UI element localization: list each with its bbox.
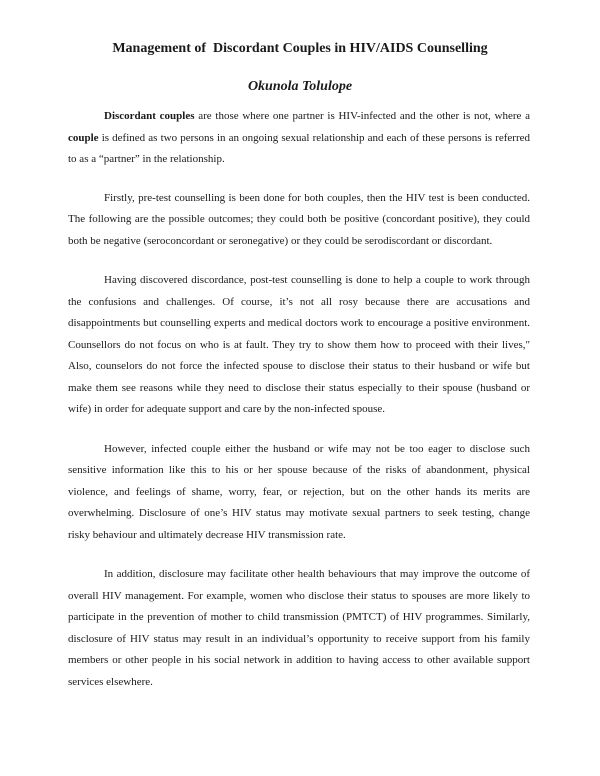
document-title: Management of Discordant Couples in HIV/AIDS Counselling: [112, 41, 488, 56]
paragraph-definition: [68, 106, 530, 171]
term-discordant-couples: Discordant couples: [104, 110, 195, 122]
document-body: [68, 106, 530, 711]
paragraph-text: are those where one partner is HIV-infected and the other is not, where a: [194, 110, 530, 122]
paragraph-post-test-counselling: Having discovered discordance, post-test counselling is done to help a couple to work through the confusions and challenges. Of course, it’s not all rosy because there are accusations and disappointments but counselling experts and medical doctors work to encourage a positive environment. Counsellors do not focus on who is at fault. They try to show them how to proceed with their lives," Also, counselors do not force the infected spouse to disclose their status to their husband or wife but make them see reasons while they need to disclose their status especially to their spouse (husband or wife) in order for adequate support and care by the non-infected spouse.: [68, 274, 530, 415]
term-couple: couple: [68, 131, 99, 144]
paragraph-disclosure-risks: However, infected couple either the husband or wife may not be too eager to disclose such sensitive information like this to his or her spouse because of the risks of abandonment, physical violence, and feelings of shame, worry, fear, or rejection, but on the other hands its merits are overwhelming. Disclosure of one’s HIV status may motivate sexual partners to seek testing, change risky behaviour and ultimately decrease HIV transmission rate.: [68, 442, 530, 541]
paragraph-testing: Firstly, pre-test counselling is been done for both couples, then the HIV test is been conducted. The following are the possible outcomes; they could both be positive (concordant positive), they could both be negative (seroconcordant or seronegative) or they could be serodiscordant or discordant.: [68, 191, 530, 247]
paragraph-text: is defined as two persons in an ongoing sexual relationship and each of these persons is referred to as a “partner” in the relationship.: [68, 131, 530, 165]
document-author: Okunola Tolulope: [247, 79, 353, 94]
paragraph-disclosure-benefits: In addition, disclosure may facilitate other health behaviours that may improve the outcome of overall HIV management. For example, women who disclose their status to spouses are more likely to participate in the prevention of mother to child transmission (PMTCT) of HIV programmes. Similarly, disclosure of HIV status may result in an individual’s opportunity to receive support from his family members or other people in his social network in addition to having access to other available support services elsewhere.: [68, 568, 530, 688]
